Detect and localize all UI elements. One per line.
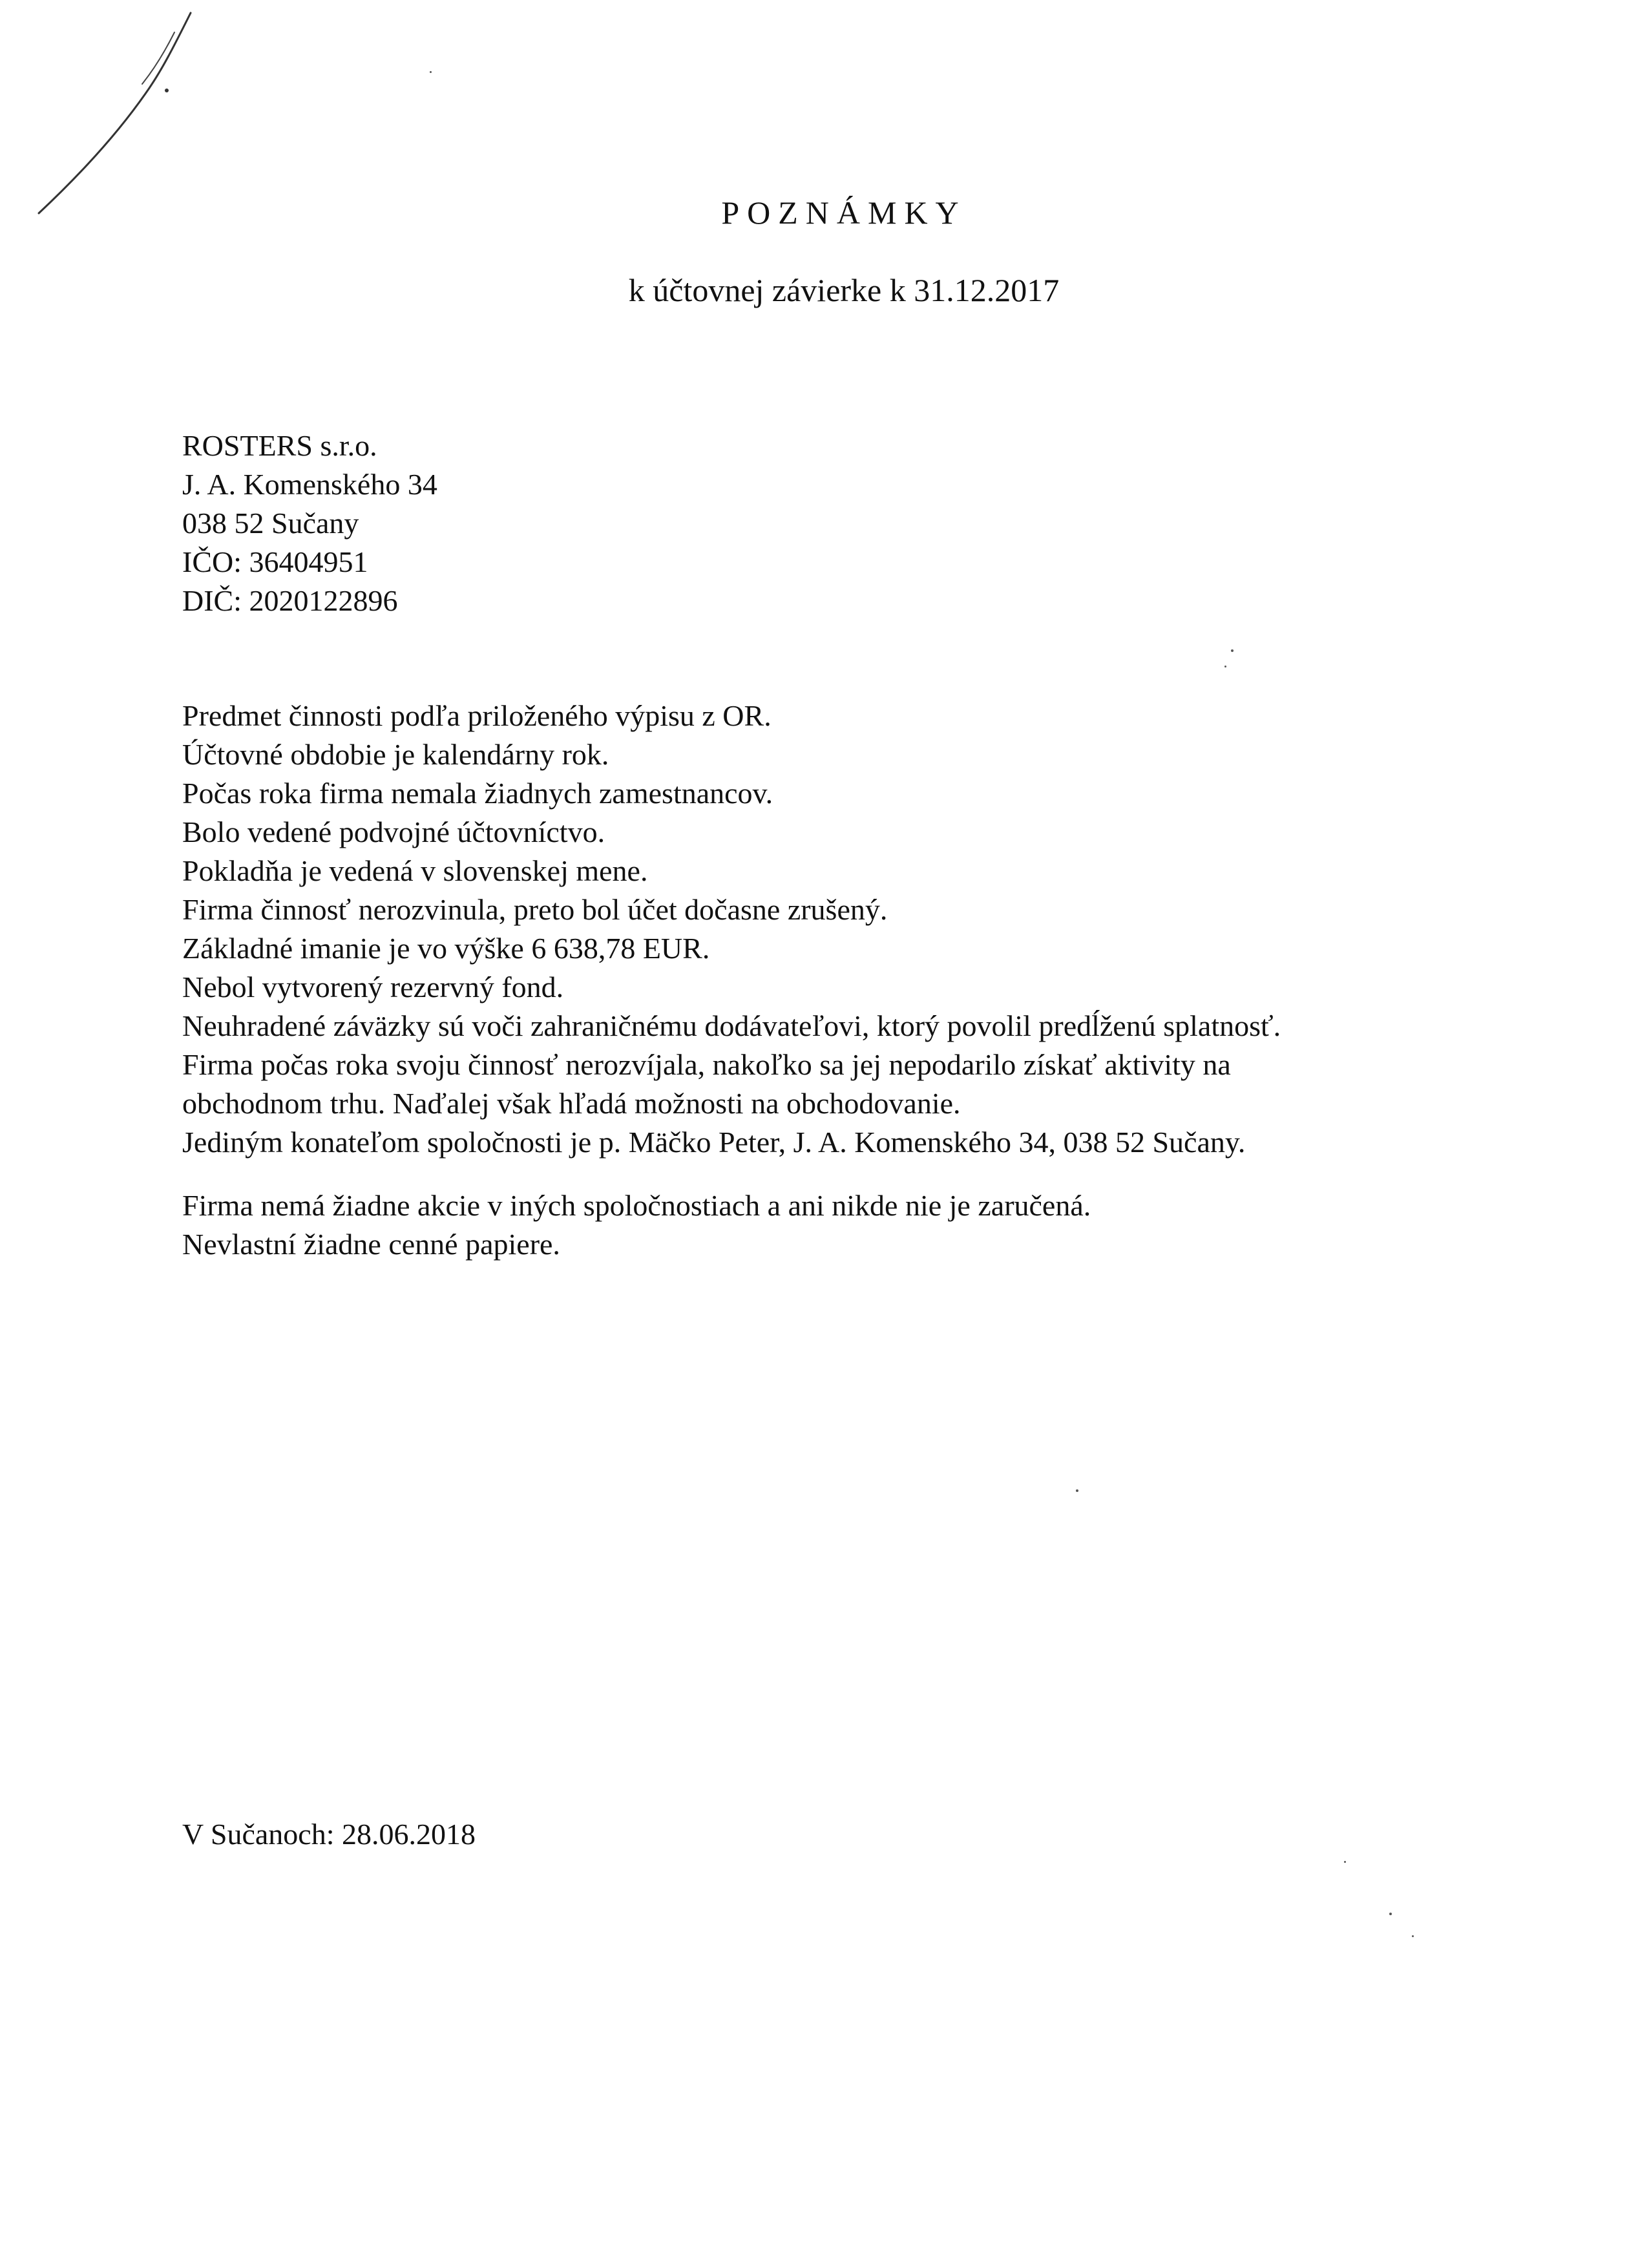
page-title: POZNÁMKY <box>721 194 967 231</box>
company-dic: DIČ: 2020122896 <box>182 584 398 617</box>
company-address-block <box>182 426 437 620</box>
pen-stroke-mark <box>13 6 207 220</box>
additional-line: Firma nemá žiadne akcie v iných spoločnostiach a ani nikde nie je zaručená. <box>182 1189 1091 1222</box>
note-line: obchodnom trhu. Naďalej však hľadá možnosti na obchodovanie. <box>182 1087 961 1120</box>
company-name: ROSTERS s.r.o. <box>182 429 377 462</box>
company-ico: IČO: 36404951 <box>182 545 368 578</box>
note-line: Firma počas roka svoju činnosť nerozvíjala, nakoľko sa jej nepodarilo získať aktivity na <box>182 1048 1231 1081</box>
note-line: Účtovné obdobie je kalendárny rok. <box>182 738 609 771</box>
scan-speck <box>1224 666 1226 667</box>
scan-speck <box>430 71 432 73</box>
note-line: Bolo vedené podvojné účtovníctvo. <box>182 815 605 848</box>
notes-block <box>182 697 1281 1162</box>
page-subtitle: k účtovnej závierke k 31.12.2017 <box>628 272 1060 308</box>
company-city: 038 52 Sučany <box>182 507 359 540</box>
note-line: Firma činnosť nerozvinula, preto bol účet dočasne zrušený. <box>182 893 888 926</box>
scan-speck <box>1344 1861 1346 1863</box>
note-line: Základné imanie je vo výške 6 638,78 EUR. <box>182 932 710 965</box>
additional-notes-block <box>182 1186 1091 1264</box>
note-line: Nebol vytvorený rezervný fond. <box>182 971 564 1003</box>
additional-line: Nevlastní žiadne cenné papiere. <box>182 1228 560 1261</box>
note-line: Jediným konateľom spoločnosti je p. Mäčko Peter, J. A. Komenského 34, 038 52 Sučany. <box>182 1126 1246 1159</box>
scan-speck <box>1412 1935 1414 1937</box>
company-street: J. A. Komenského 34 <box>182 468 437 501</box>
note-line: Počas roka firma nemala žiadnych zamestnancov. <box>182 777 773 810</box>
note-line: Neuhradené záväzky sú voči zahraničnému dodávateľovi, ktorý povolil predĺženú splatnosť. <box>182 1009 1281 1042</box>
scan-speck <box>1076 1489 1078 1492</box>
note-line: Predmet činnosti podľa priloženého výpisu z OR. <box>182 699 772 732</box>
place-date: V Sučanoch: 28.06.2018 <box>182 1818 476 1851</box>
scan-speck <box>1231 649 1234 652</box>
scan-speck <box>1389 1913 1392 1915</box>
note-line: Pokladňa je vedená v slovenskej mene. <box>182 854 648 887</box>
